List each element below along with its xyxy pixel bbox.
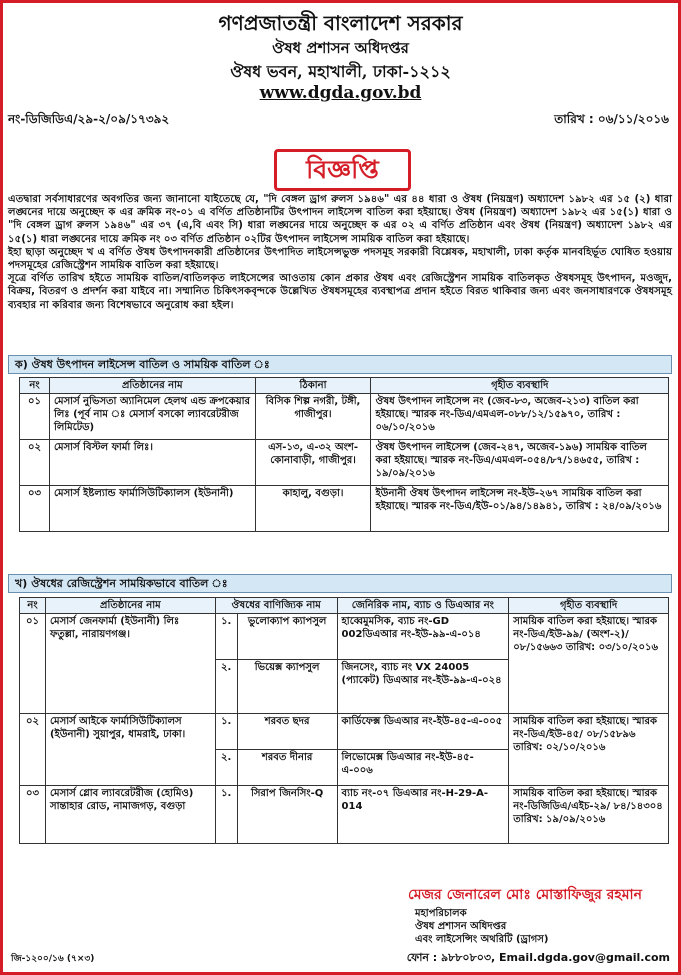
company-name: মেসার্স নুভিসতা অ্যানিমেল হেলথ এন্ড ক্রপকেয়ার লিঃ (পূর্ব নাম ঃ মেসার্স বসকো ল্যাবরেটরীজ লিমিটেড) [49,394,255,440]
item-number: ১. [215,786,237,844]
row-number: ০১ [20,614,46,714]
signatory-office: ঔষধ প্রশাসন অধিদপ্তর [415,921,507,932]
table-header-row [20,378,669,394]
row-number: ০২ [20,440,50,486]
notice-title: বিজ্ঞপ্তি [274,149,411,191]
body-paragraph: ইহা ছাড়া অনুচ্ছেদ খ এ বর্ণিত ঔষধ উৎপাদনকারী প্রতিষ্ঠানের উৎপাদিত লাইসেন্সভুক্ত পদসমূহ সরকারী বিশ্লেষক, মহাখালী, ঢাকা কর্তৃক মানবহির্ভূত ঘোষিত হওয়ায় পদসমূহের রেজিস্ট্রেশন সাময়িক বাতিল করা হইয়াছে। [8,246,672,272]
section-b-title: খ) ঔষধের রেজিস্ট্রেশন সাময়িকভাবে বাতিল ঃ [8,574,672,593]
column-header: জেনিরিক নাম, ব্যাচ ও ডিএআর নং [337,598,509,614]
registration-cancellation-table [19,597,669,844]
item-number: ১. [215,714,237,750]
signature-block [375,883,675,946]
trade-name: ভুলোক্যাপ ক্যাপসুল [237,614,337,660]
reference-number: নং-ডিজিডিএ/২৯-২/০৯/১৭৩৯২ [8,112,170,126]
table-row [20,714,669,750]
generic-name: ব্যাচ নং-০৭ ডিএআর নং-H-29-A-014 [337,786,509,844]
license-cancellation-table [19,377,669,532]
generic-name: জিনসেং, ব্যাচ নং VX 24005 (প্যাকেট) ডিএআর নং-ইউ-৯৯-এ-০২৪ [337,660,509,714]
table-row [20,614,669,660]
print-code: জি-১২০০/১৬ (৭×৩) [11,954,95,964]
table-row [20,786,669,844]
row-number: ০২ [20,714,46,786]
signatory-name: মেজর জেনারেল মোঃ মোস্তাফিজুর রহমান [408,887,642,903]
table-row [20,394,669,440]
website-link[interactable]: www.dgda.gov.bd [259,83,422,103]
section-a-title: ক) ঔষধ উৎপাদন লাইসেন্স বাতিল ও সাময়িক বাতিল ঃ [8,355,672,374]
signatory-authority: এবং লাইসেন্সিং অথরিটি (ড্রাগস) [415,934,549,945]
trade-name: শরবত ছদর [237,714,337,750]
contact-info: ফোন : ৯৮৮০৮০৩, Email.dgda.gov@gmail.com [406,951,670,964]
row-number: ০৩ [20,486,50,532]
address-line: ঔষধ ভবন, মহাখালী, ঢাকা-১২১২ [230,62,451,81]
company-name: মেসার্স গ্লোব ল্যাবরেটরীজ (হোমিও) সান্তাহার রোড, নামাজগড়, বগুড়া [45,786,215,844]
column-header: প্রতিষ্ঠানের নাম [49,378,255,394]
item-number: ২. [215,660,237,714]
table-row [20,486,669,532]
row-number: ০৩ [20,786,46,844]
action-taken: ঔষধ উৎপাদন লাইসেন্স নং (জেব-৮৩, অজেব-২১৩) বাতিল করা হইয়াছে। স্মারক নং-ডিএ/এমএল-০৮৮/১২/১৫৯৭০, তারিখ : ০৬/১০/২০১৬ [371,394,669,440]
company-name: মেসার্স ইষ্টল্যান্ড ফার্মাসিউটিক্যালস (ইউনানী) [49,486,255,532]
company-name: মেসার্স আইকে ফার্মাসিউটিক্যালস (ইউনানী) সুয়াপুর, ধামরাই, ঢাকা। [45,714,215,786]
department-title: ঔষধ প্রশাসন অধিদপ্তর [272,39,409,57]
signatory-designation: মহাপরিচালক [415,908,467,919]
trade-name: ভিয়েক্স ক্যাপসুল [237,660,337,714]
notice-date: তারিখ : ০৬/১১/২০১৬ [554,112,669,126]
body-paragraph: এতদ্বারা সর্বসাধারণের অবগতির জন্য জানানো যাইতেছে যে, "দি বেঙ্গল ড্রাগ রুলস ১৯৪৬" এর ৪৪ ধারা ও ঔষধ (নিয়ন্ত্রণ) অধ্যাদেশ ১৯৮২ এর ১৫ (২) ধারা লঙ্ঘনের দায়ে অনুচ্ছেদ ক এর ক্রমিক নং-০১ এ বর্ণিত প্রতিষ্ঠানটির উৎপাদন লাইসেন্স বাতিল করা হইয়াছে। ঔষধ (নিয়ন্ত্রণ) অধ্যাদেশ ১৯৮২ এর ১৫(১) ধারা ও "দি বেঙ্গল ড্রাগ রুলস ১৯৪৬" এর ৩৭ (এ,বি এবং সি) ধারা লঙ্ঘনের দায়ে অনুচ্ছেদ ক এর ০২ এ বর্ণিত প্রতিষ্ঠান এবং ঔষধ (নিয়ন্ত্রণ) অধ্যাদেশ ১৯৮২ এর ১৫(১) ধারা লঙ্ঘনের দায়ে ক্রমিক নং ০৩ বর্ণিত প্রতিষ্ঠান ০২টির উৎপাদন লাইসেন্স সাময়িক বাতিল করা হইয়াছে। [8,194,672,245]
generic-name: হাব্বেমুমসিক, ব্যাচ নং-GD 002ডিএআর নং-ইউ-৯৯-এ-০১৪ [337,614,509,660]
action-taken: ইউনানী ঔষধ উৎপাদন লাইসেন্স নং-ইউ-২৬৭ সাময়িক বাতিল করা হইয়াছে। স্মারক নং-ডিএ/ইউ-০১/৯৪/১৪৯৪১, তারিখ : ২৪/০৯/২০১৬ [371,486,669,532]
column-header: ঠিকানা [255,378,371,394]
table-row [20,440,669,486]
generic-name: লিভোমেক্স ডিএআর নং-ইউ-৪৫-এ-০০৬ [337,750,509,786]
action-taken: সাময়িক বাতিল করা হইয়াছে। স্মারক নং-ডিএ/ইউ-৯৯/ (অংশ-২)/০৮/১৫৬৬৩ তারিখ: ০৩/১০/২০১৬ [509,614,669,714]
column-header: ঔষধের বাণিজ্যিক নাম [215,598,337,614]
table-header-row [20,598,669,614]
column-header: প্রতিষ্ঠানের নাম [45,598,215,614]
government-title: গণপ্রজাতন্ত্রী বাংলাদেশ সরকার [218,11,463,35]
action-taken: ঔষধ উৎপাদন লাইসেন্স (জেব-২৪৭, অজেব-১৯৬) সাময়িক বাতিল করা হইয়াছে। স্মারক নং-ডিএ/এমএল-০৫৪/৮৭/১৪৬৫৫, তারিখ : ১৯/০৯/২০১৬ [371,440,669,486]
company-address: বিসিক শিল্প নগরী, টঙ্গী, গাজীপুর। [255,394,371,440]
item-number: ১. [215,614,237,660]
column-header: গৃহীত ব্যবস্থাদি [509,598,669,614]
company-name: মেসার্স জেনফার্মা (ইউনানী) লিঃ ফতুল্লা, নারায়ণগঞ্জ। [45,614,215,714]
company-address: এস-১৩, এ-৩২ অংশ-কোনাবাড়ী, গাজীপুর। [255,440,371,486]
row-number: ০১ [20,394,50,440]
generic-name: কার্ডিফেক্স ডিএআর নং-ইউ-৪৫-এ-০০৫ [337,714,509,750]
notice-body [8,193,672,312]
company-address: কাহালু, বগুড়া। [255,486,371,532]
column-header: গৃহীত ব্যবস্থাদি [371,378,669,394]
action-taken: সাময়িক বাতিল করা হইয়াছে। স্মারক নং-ডিএ/ইউ-৪৫/ ০৮/১৫৮৯৬ তারিখ: ০২/১০/২০১৬ [509,714,669,786]
item-number: ২. [215,750,237,786]
body-paragraph: সূত্রে বর্ণিত তারিখ হইতে সাময়িক বাতিল/বাতিলকৃত লাইসেন্সের আওতায় কোন প্রকার ঔষধ এবং রেজিস্ট্রেশন সাময়িক বাতিলকৃত ঔষধসমূহ উৎপাদন, মওজুদ, বিক্রয়, বিতরণ ও প্রদর্শন করা যাইবে না। সম্মানিত চিকিৎসকবৃন্দকে উল্লেখিত ঔষধসমূহের ব্যবস্থাপত্র প্রদান হইতে বিরত থাকিবার জন্য এবং জনসাধারণকে ঔষধসমূহ ব্যবহার না করিবার জন্য বিশেষভাবে অনুরোধ করা হইল। [8,273,672,311]
action-taken: সাময়িক বাতিল করা হইয়াছে। স্মারক নং-ডিজিডিএ/এইচ-২৯/ ৮৪/১৪৩০৪ তারিখ: ১৯/০৯/২০১৬ [509,786,669,844]
trade-name: সিরাপ জিনসিং-Q [237,786,337,844]
column-header: নং [20,378,50,394]
column-header: নং [20,598,46,614]
company-name: মেসার্স বিস্টল ফার্মা লিঃ। [49,440,255,486]
trade-name: শরবত দীনার [237,750,337,786]
